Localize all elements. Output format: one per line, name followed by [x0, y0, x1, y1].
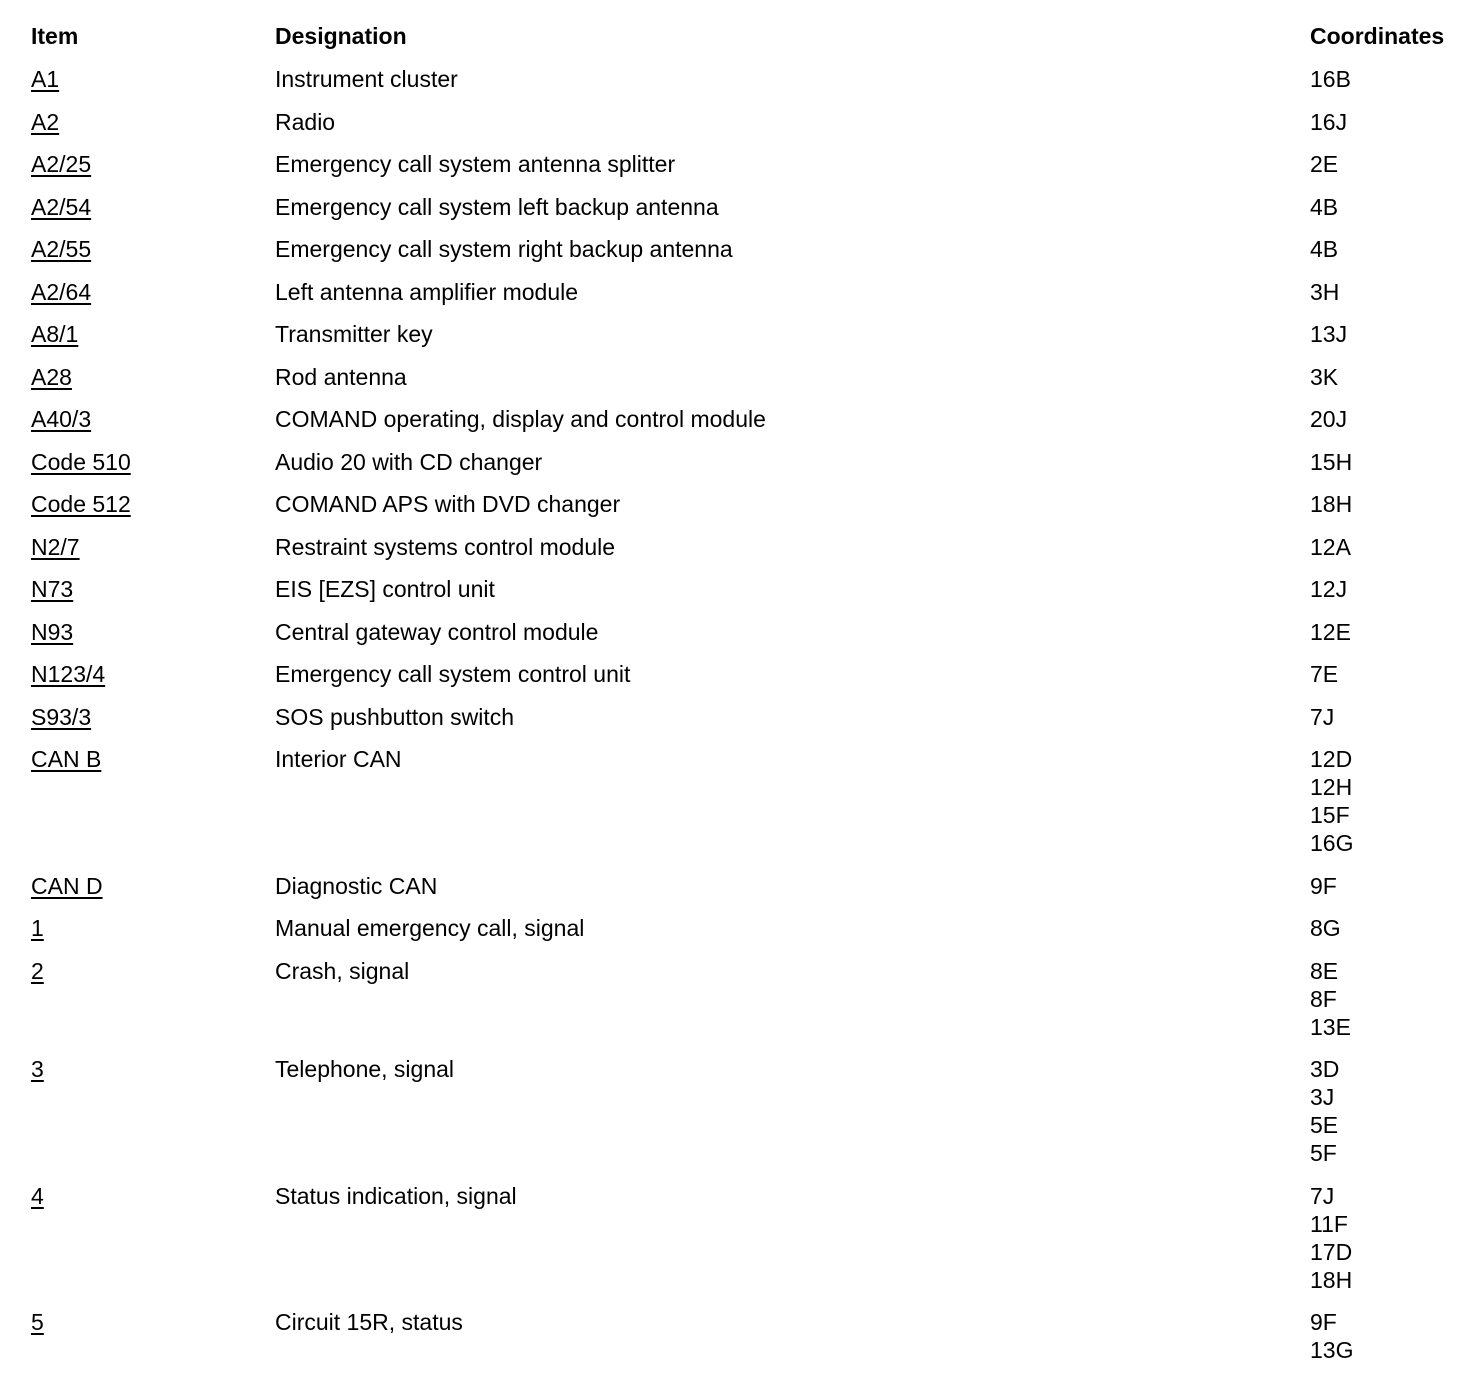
coordinate-value: 13J [1310, 321, 1348, 347]
coordinate-value: 18H [1310, 491, 1353, 517]
coordinate-value: 12E [1310, 618, 1351, 645]
item-link[interactable]: A40/3 [31, 406, 92, 432]
coordinate-value: 9F [1310, 1309, 1337, 1335]
coordinate-value: 7E [1310, 661, 1339, 687]
coordinate-value: 2E [1310, 151, 1339, 177]
designation-text: Emergency call system left backup antenna [275, 193, 719, 220]
header-coordinates: Coordinates [1310, 23, 1445, 49]
coordinates-cell [1310, 957, 1351, 1041]
coordinate-value: 16B [1310, 66, 1351, 92]
coordinate-value: 12H [1310, 774, 1353, 800]
coordinate-value: 4B [1310, 193, 1339, 220]
designation-text: Radio [275, 108, 336, 135]
designation-text: Emergency call system right backup antenna [275, 236, 733, 262]
item-link[interactable]: A2/55 [31, 236, 92, 262]
coordinates-cell [1310, 405, 1347, 433]
coordinates-cell [1310, 872, 1337, 900]
coordinate-value: 5F [1310, 1140, 1337, 1166]
coordinates-cell [1310, 193, 1338, 221]
item-link[interactable]: Code 512 [31, 491, 131, 517]
coordinate-value: 3D [1310, 1056, 1340, 1082]
item-link[interactable]: Code 510 [31, 448, 131, 475]
item-link[interactable]: A8/1 [31, 321, 79, 347]
designation-text: Transmitter key [275, 321, 433, 347]
coordinate-value: 12A [1310, 533, 1351, 560]
item-link[interactable]: A1 [31, 66, 60, 92]
item-link[interactable]: 3 [31, 1056, 44, 1082]
item-link[interactable]: S93/3 [31, 703, 92, 730]
coordinates-cell [1310, 618, 1351, 646]
coordinate-value: 20J [1310, 406, 1348, 432]
designation-text: Central gateway control module [275, 618, 599, 645]
coordinate-value: 18H [1310, 1266, 1353, 1293]
designation-text: COMAND operating, display and control module [275, 406, 766, 432]
coordinate-value: 11F [1310, 1210, 1348, 1237]
coordinate-value: 7J [1310, 1182, 1335, 1209]
coordinate-value: 8F [1310, 985, 1337, 1012]
coordinates-cell [1310, 150, 1338, 178]
designation-text: Emergency call system antenna splitter [275, 151, 676, 177]
item-link[interactable]: CAN B [31, 746, 102, 772]
designation-text: SOS pushbutton switch [275, 703, 515, 730]
item-link[interactable]: N73 [31, 576, 74, 602]
coordinate-value: 12D [1310, 746, 1353, 772]
coordinate-value: 17D [1310, 1238, 1353, 1265]
item-link[interactable]: A2/64 [31, 278, 92, 305]
coordinate-value: 15F [1310, 802, 1350, 828]
coordinates-cell [1310, 1308, 1353, 1364]
coordinate-value: 15H [1310, 448, 1353, 475]
coordinates-cell [1310, 914, 1341, 942]
designation-text: Diagnostic CAN [275, 872, 438, 899]
designation-text: Restraint systems control module [275, 533, 616, 560]
coordinate-value: 8G [1310, 915, 1341, 941]
coordinate-value: 8E [1310, 957, 1339, 984]
designation-text: Status indication, signal [275, 1182, 517, 1209]
designation-text: Instrument cluster [275, 66, 458, 92]
coordinate-value: 4B [1310, 236, 1339, 262]
designation-text: Rod antenna [275, 363, 407, 390]
coordinates-cell [1310, 1055, 1339, 1167]
coordinates-cell [1310, 660, 1338, 688]
coordinate-value: 9F [1310, 872, 1337, 899]
designation-text: COMAND APS with DVD changer [275, 491, 621, 517]
designation-text: Audio 20 with CD changer [275, 448, 543, 475]
coordinates-cell [1310, 1182, 1352, 1294]
coordinates-cell [1310, 235, 1338, 263]
coordinate-value: 12J [1310, 576, 1348, 602]
coordinate-value: 13G [1310, 1337, 1354, 1363]
coordinate-value: 7J [1310, 703, 1335, 730]
designation-text: Emergency call system control unit [275, 661, 631, 687]
item-link[interactable]: CAN D [31, 872, 103, 899]
coordinate-value: 16J [1310, 108, 1348, 135]
coordinates-cell [1310, 575, 1347, 603]
designation-text: Crash, signal [275, 957, 410, 984]
coordinate-value: 3H [1310, 278, 1340, 305]
item-link[interactable]: 5 [31, 1309, 44, 1335]
coordinates-cell [1310, 533, 1351, 561]
item-link[interactable]: A2/54 [31, 193, 92, 220]
coordinates-cell [1310, 745, 1353, 857]
coordinates-cell [1310, 108, 1347, 136]
item-link[interactable]: A28 [31, 363, 72, 390]
designation-text: Manual emergency call, signal [275, 915, 585, 941]
coordinates-cell [1310, 320, 1347, 348]
header-item: Item [31, 23, 79, 49]
coordinates-cell [1310, 490, 1352, 518]
designation-text: Telephone, signal [275, 1056, 455, 1082]
item-link[interactable]: N2/7 [31, 533, 80, 560]
designation-text: Interior CAN [275, 746, 402, 772]
coordinate-value: 13E [1310, 1013, 1351, 1040]
item-link[interactable]: 2 [31, 957, 44, 984]
coordinate-value: 3J [1310, 1084, 1335, 1110]
designation-text: Circuit 15R, status [275, 1309, 463, 1335]
header-designation: Designation [275, 23, 407, 49]
coordinates-cell [1310, 448, 1352, 476]
item-link[interactable]: N123/4 [31, 661, 106, 687]
item-link[interactable]: N93 [31, 618, 74, 645]
coordinates-cell [1310, 278, 1339, 306]
coordinate-value: 5E [1310, 1112, 1339, 1138]
item-link[interactable]: A2/25 [31, 151, 92, 177]
designation-text: EIS [EZS] control unit [275, 576, 495, 602]
coordinate-value: 3K [1310, 363, 1339, 390]
coordinates-cell [1310, 703, 1334, 731]
designation-text: Left antenna amplifier module [275, 278, 579, 305]
item-link[interactable]: A2 [31, 108, 60, 135]
coordinates-cell [1310, 65, 1351, 93]
item-link[interactable]: 1 [31, 915, 44, 941]
coordinate-value: 16G [1310, 830, 1354, 856]
item-link[interactable]: 4 [31, 1182, 44, 1209]
coordinates-cell [1310, 363, 1338, 391]
